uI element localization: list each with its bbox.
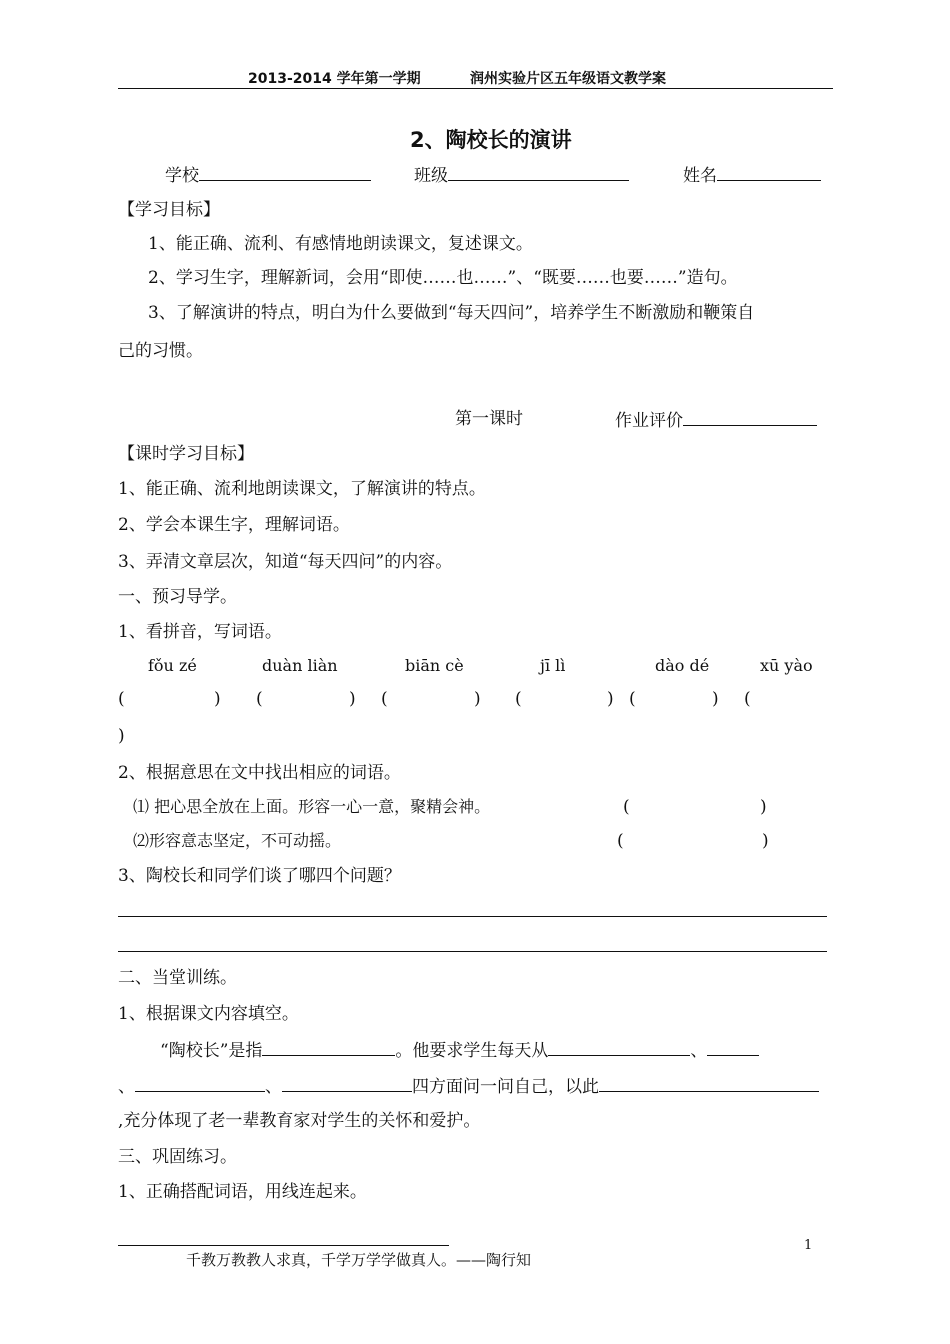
goal-item: 2、学习生字，理解新词，会用“即使……也……”、“既要……也要……”造句。 <box>148 268 738 288</box>
fill-blank[interactable] <box>262 1038 395 1056</box>
q2-answer-2[interactable]: ( <box>617 831 624 851</box>
fill-blank[interactable] <box>707 1038 759 1056</box>
fill-blank[interactable] <box>282 1074 412 1092</box>
name-field[interactable] <box>683 163 821 187</box>
fill-text: “陶校长”是指 <box>160 1041 263 1061</box>
lesson-goal-item: 2、学会本课生字，理解词语。 <box>118 515 350 535</box>
header-org: 润州实验片区五年级语文教学案 <box>470 71 666 87</box>
school-label: 学校 <box>165 166 199 186</box>
header-rule <box>118 88 833 89</box>
q2-item: ⑵形容意志坚定，不可动摇。 <box>133 831 342 850</box>
fill-line-2: 、 、 四方面问一问自己，以此 <box>118 1074 819 1098</box>
fill-blank[interactable] <box>135 1074 265 1092</box>
answer-line[interactable] <box>118 951 827 952</box>
pinyin-item: dào dé <box>655 656 710 675</box>
lesson-goals-heading: 【课时学习目标】 <box>118 444 254 464</box>
fill-text: 四方面问一问自己，以此 <box>412 1077 599 1097</box>
pinyin-item: jī lì <box>540 656 566 675</box>
class-field[interactable] <box>414 163 629 187</box>
part2-heading: 二、当堂训练。 <box>118 968 237 988</box>
answer-line[interactable] <box>118 916 827 917</box>
goals-heading: 【学习目标】 <box>118 200 220 220</box>
pinyin-item: fǒu zé <box>148 656 197 675</box>
fill-blank[interactable] <box>599 1074 819 1092</box>
eval-label: 作业评价 <box>615 411 683 431</box>
part1-heading: 一、预习导学。 <box>118 587 237 607</box>
goal-item: 己的习惯。 <box>118 341 203 361</box>
fill-line-1: “陶校长”是指 。他要求学生每天从 、 <box>160 1038 759 1062</box>
header-term: 2013-2014 学年第一学期 <box>248 71 421 87</box>
pinyin-item: biān cè <box>405 656 464 675</box>
fill-text: 。他要求学生每天从 <box>395 1041 549 1061</box>
part1-q3: 3、陶校长和同学们谈了哪四个问题？ <box>118 866 401 886</box>
class-label: 班级 <box>414 166 448 186</box>
name-label: 姓名 <box>683 166 717 186</box>
part2-q1: 1、根据课文内容填空。 <box>118 1004 299 1024</box>
goal-item: 3、了解演讲的特点，明白为什么要做到“每天四问”，培养学生不断激励和鞭策自 <box>148 303 755 323</box>
footer-quote: 千教万教教人求真，千学万学学做真人。——陶行知 <box>186 1251 532 1269</box>
pinyin-item: duàn liàn <box>262 656 338 675</box>
lesson-label: 第一课时 <box>455 409 523 429</box>
goal-item: 1、能正确、流利、有感情地朗读课文，复述课文。 <box>148 234 533 254</box>
part3-heading: 三、巩固练习。 <box>118 1147 237 1167</box>
fill-blank[interactable] <box>548 1038 690 1056</box>
fill-line-3: ,充分体现了老一辈教育家对学生的关怀和爱护。 <box>118 1111 481 1131</box>
lesson-goal-item: 3、弄清文章层次，知道“每天四问”的内容。 <box>118 552 453 572</box>
part1-q1: 1、看拼音，写词语。 <box>118 622 282 642</box>
page-number: 1 <box>804 1238 813 1253</box>
q2-answer-1[interactable]: ( <box>623 797 630 817</box>
q2-item: ⑴ 把心思全放在上面。形容一心一意，聚精会神。 <box>133 797 491 816</box>
school-field[interactable] <box>165 163 371 187</box>
part1-q2: 2、根据意思在文中找出相应的词语。 <box>118 763 401 783</box>
eval-field[interactable] <box>615 408 817 432</box>
footer-rule <box>118 1245 449 1246</box>
page-title: 2、陶校长的演讲 <box>410 128 572 152</box>
pinyin-item: xū yào <box>760 656 813 675</box>
lesson-goal-item: 1、能正确、流利地朗读课文，了解演讲的特点。 <box>118 479 486 499</box>
part3-q1: 1、正确搭配词语，用线连起来。 <box>118 1182 367 1202</box>
